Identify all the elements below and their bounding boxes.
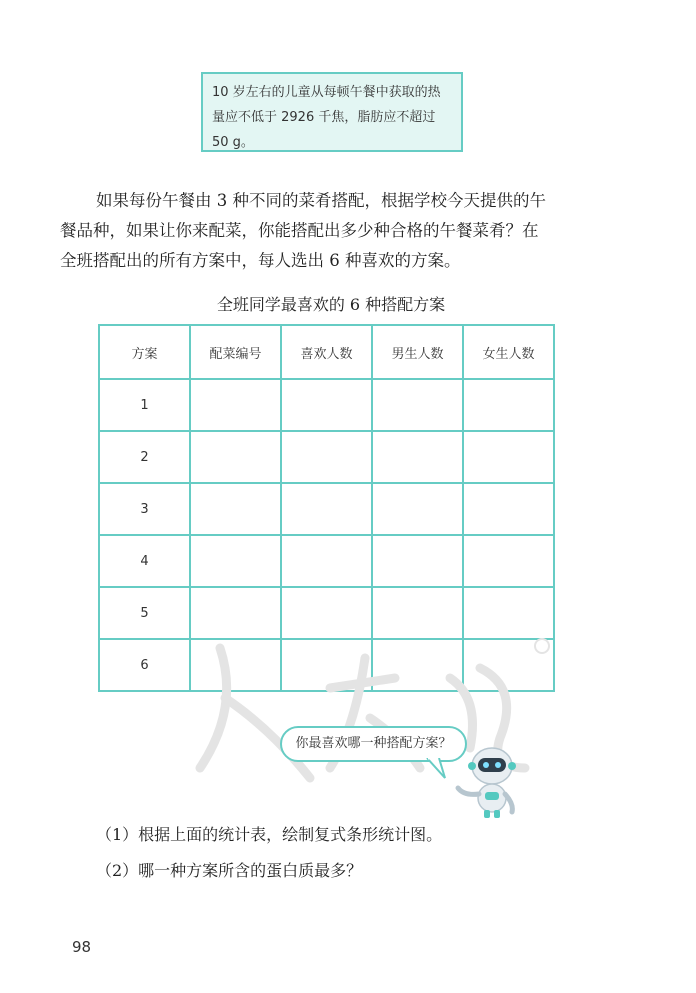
table-cell [372, 587, 463, 639]
table-cell [281, 535, 372, 587]
table-cell [281, 587, 372, 639]
plan-number-cell: 6 [99, 639, 190, 691]
speech-bubble-tail [425, 758, 451, 780]
header-dish-ids: 配菜编号 [190, 325, 281, 379]
table-cell [372, 483, 463, 535]
table-header-row [99, 325, 554, 379]
speech-bubble [280, 726, 467, 762]
table-title: 全班同学最喜欢的 6 种搭配方案 [216, 295, 446, 314]
table-cell [190, 535, 281, 587]
nutrition-note [201, 72, 463, 152]
question-1: （1）根据上面的统计表，绘制复式条形统计图。 [96, 825, 443, 844]
table-cell [190, 483, 281, 535]
favorite-plans-table [98, 324, 555, 692]
table-cell [190, 639, 281, 691]
task-line-1: 如果每份午餐由 3 种不同的菜肴搭配，根据学校今天提供的午 [96, 191, 546, 210]
table-cell [463, 431, 554, 483]
table-cell [190, 379, 281, 431]
header-boys: 男生人数 [372, 325, 463, 379]
task-line-3: 全班搭配出的所有方案中，每人选出 6 种喜欢的方案。 [60, 251, 461, 270]
table-cell [372, 639, 463, 691]
table-cell [463, 535, 554, 587]
question-2: （2）哪一种方案所含的蛋白质最多？ [96, 861, 363, 880]
header-likes: 喜欢人数 [281, 325, 372, 379]
table-cell [281, 379, 372, 431]
table-cell [463, 639, 554, 691]
table-cell [281, 483, 372, 535]
table-row [99, 431, 554, 483]
speech-bubble-text: 你最喜欢哪一种搭配方案？ [295, 736, 452, 751]
table-cell [190, 587, 281, 639]
table-cell [190, 431, 281, 483]
task-paragraph [60, 186, 626, 276]
table-cell [463, 379, 554, 431]
table-cell [281, 431, 372, 483]
plan-number-cell: 1 [99, 379, 190, 431]
table-row [99, 483, 554, 535]
table-cell [281, 639, 372, 691]
plan-number-cell: 5 [99, 587, 190, 639]
header-plan: 方案 [99, 325, 190, 379]
table-cell [463, 587, 554, 639]
table-row [99, 379, 554, 431]
table-cell [372, 379, 463, 431]
plan-number-cell: 2 [99, 431, 190, 483]
table-cell [372, 535, 463, 587]
table-cell [463, 483, 554, 535]
plan-number-cell: 3 [99, 483, 190, 535]
table-row [99, 535, 554, 587]
table-row [99, 639, 554, 691]
table-cell [372, 431, 463, 483]
header-girls: 女生人数 [463, 325, 554, 379]
robot-icon [452, 738, 532, 818]
plan-number-cell: 4 [99, 535, 190, 587]
nutrition-note-text: 10 岁左右的儿童从每顿午餐中获取的热量应不低于 2926 千焦，脂肪应不超过 50 g。 [212, 85, 441, 150]
task-line-2: 餐品种，如果让你来配菜，你能搭配出多少种合格的午餐菜肴？在 [60, 221, 539, 240]
page-number: 98 [72, 938, 92, 956]
table-row [99, 587, 554, 639]
